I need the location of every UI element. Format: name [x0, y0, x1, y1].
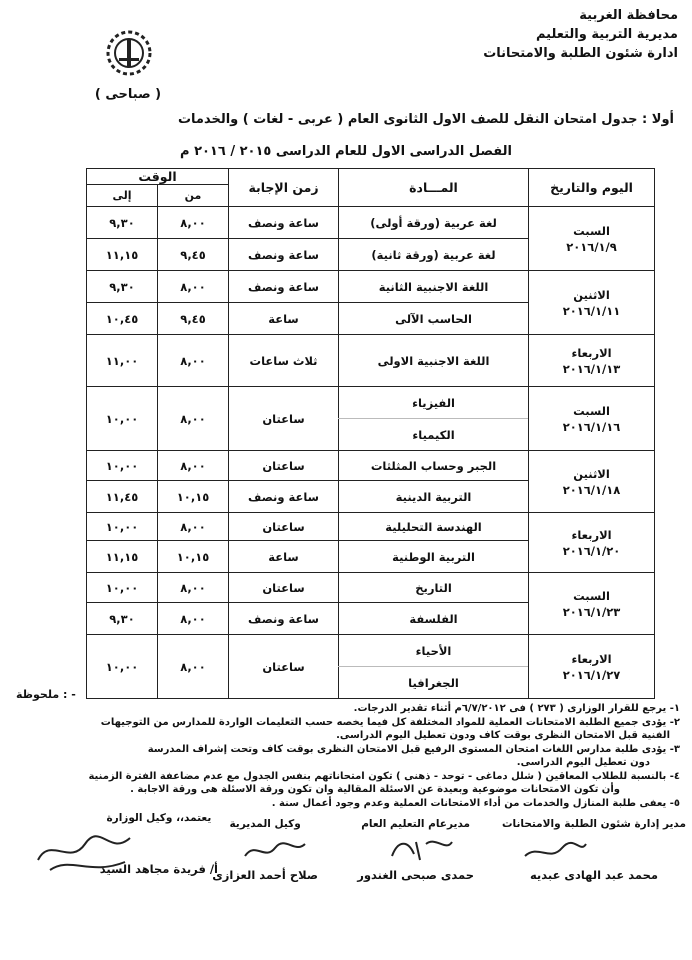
schedule-row [87, 513, 655, 541]
time-to-cell: ١٠,٠٠ [87, 513, 158, 541]
schedule-row [87, 451, 655, 481]
day-label: الاربعاء [571, 651, 612, 666]
handwritten-signature-icon [520, 838, 590, 868]
exam-schedule-table [86, 168, 655, 699]
shift-label: ( صباحى ) [94, 87, 162, 102]
governorate-label: محافظة الغربية [579, 8, 678, 23]
subject-cell: الحاسب الآلى [339, 303, 529, 335]
signature-title: يعتمد،، وكيل الوزارة [106, 812, 212, 824]
header-duration: زمن الإجابة [229, 169, 339, 207]
time-from-cell: ٨,٠٠ [158, 513, 229, 541]
signature-title: وكيل المديرية [229, 818, 301, 830]
duration-cell: ساعتان [229, 451, 339, 481]
time-from-cell: ٨,٠٠ [158, 271, 229, 303]
subject-cell: اللغة الاجنبية الاولى [339, 335, 529, 387]
date-label: ٢٠١٦/١/٢٣ [562, 604, 621, 619]
duration-cell: ساعتان [229, 513, 339, 541]
note-line: دون تعطيل اليوم الدراسى. [516, 757, 650, 768]
time-to-cell: ١٠,٤٥ [87, 303, 158, 335]
schedule-subtitle: الفصل الدراسى الاول للعام الدراسى ٢٠١٥ / ٢٠١٦ م [180, 144, 512, 159]
duration-cell: ساعة ونصف [229, 481, 339, 513]
handwritten-signature-icon [386, 832, 456, 866]
day-label: الاثنين [573, 466, 610, 481]
time-to-cell: ١١,١٥ [87, 541, 158, 573]
time-to-cell: ١٠,٠٠ [87, 573, 158, 603]
time-from-cell: ٩,٤٥ [158, 303, 229, 335]
day-label: السبت [573, 403, 610, 418]
schedule-row [87, 207, 655, 239]
schedule-title: أولا : جدول امتحان النقل للصف الاول الثانوى العام ( عربى - لغات ) والخدمات [177, 112, 674, 127]
note-line: وأن تكون الامتحانات موضوعية وبعيدة عن الاسئلة المقالية وان تكون ورقة الاسئلة هى ورقة الاجابة . [130, 784, 620, 795]
day-date-cell [529, 573, 655, 635]
duration-cell: ساعة ونصف [229, 239, 339, 271]
note-line: ٢- يؤدى جميع الطلبة الامتحانات العملية للمواد المختلفة كل فيما يخصه حسب التعليمات الواردة للمدارس من التوجيهات [100, 716, 680, 728]
day-date-cell [529, 513, 655, 573]
header-to: إلى [87, 185, 158, 207]
time-to-cell: ١١,١٥ [87, 239, 158, 271]
day-date-cell [529, 335, 655, 387]
duration-cell: ساعتان [229, 635, 339, 699]
subject-cell: الفلسفة [339, 603, 529, 635]
schedule-row [87, 335, 655, 387]
duration-cell: ساعة ونصف [229, 207, 339, 239]
duration-cell: ثلاث ساعات [229, 335, 339, 387]
time-to-cell: ١٠,٠٠ [87, 387, 158, 451]
signature-title: مدير إدارة شئون الطلبة والامتحانات [501, 818, 686, 830]
date-label: ٢٠١٦/١/١٦ [562, 419, 621, 434]
time-from-cell: ٨,٠٠ [158, 335, 229, 387]
handwritten-signature-icon [30, 826, 140, 878]
date-label: ٢٠١٦/١/١٨ [562, 482, 621, 497]
handwritten-signature-icon [240, 836, 310, 866]
subject-cell: الجبر وحساب المثلثات [339, 451, 529, 481]
duration-cell: ساعة ونصف [229, 603, 339, 635]
administration-label: ادارة شئون الطلبة والامتحانات [483, 46, 678, 61]
note-line: ٣- يؤدى طلبة مدارس اللغات امتحان المستوى الرفيع قبل الامتحان النظرى بوقت كاف وتحت إشراف المدرسة [147, 743, 680, 755]
time-from-cell: ١٠,١٥ [158, 541, 229, 573]
day-label: الاربعاء [571, 527, 612, 542]
time-from-cell: ٨,٠٠ [158, 207, 229, 239]
day-date-cell [529, 271, 655, 335]
subject-cell: الأحياء [339, 635, 529, 667]
date-label: ٢٠١٦/١/١٣ [562, 361, 621, 376]
time-to-cell: ٩,٣٠ [87, 603, 158, 635]
header-subject: المـــادة [339, 169, 529, 207]
subject-cell: الكيمياء [339, 419, 529, 451]
time-from-cell: ٩,٤٥ [158, 239, 229, 271]
time-to-cell: ١١,٠٠ [87, 335, 158, 387]
directorate-label: مديرية التربية والتعليم [535, 27, 678, 42]
subject-cell: الهندسة التحليلية [339, 513, 529, 541]
time-from-cell: ٨,٠٠ [158, 603, 229, 635]
signature-name: أ/ فريدة مجاهد السيد [99, 862, 218, 876]
time-from-cell: ٨,٠٠ [158, 451, 229, 481]
note-line: الفنية قبل الامتحان النظرى بوقت كاف ودون تعطيل اليوم الدراسى. [336, 730, 670, 741]
time-from-cell: ٨,٠٠ [158, 387, 229, 451]
date-label: ٢٠١٦/١/٢٠ [562, 543, 621, 558]
notes-heading: ملحوظة : - [16, 688, 76, 701]
time-from-cell: ٨,٠٠ [158, 635, 229, 699]
time-from-cell: ١٠,١٥ [158, 481, 229, 513]
day-date-cell [529, 207, 655, 271]
header-time: الوقت [87, 169, 229, 185]
day-label: الاربعاء [571, 345, 612, 360]
schedule-row [87, 635, 655, 667]
day-label: السبت [573, 223, 610, 238]
time-to-cell: ١١,٤٥ [87, 481, 158, 513]
header-day-date: اليوم والتاريخ [529, 169, 655, 207]
notes-list [8, 702, 680, 810]
signature-title: مديرعام التعليم العام [361, 818, 471, 830]
duration-cell: ساعة [229, 541, 339, 573]
duration-cell: ساعة [229, 303, 339, 335]
subject-cell: التربية الدينية [339, 481, 529, 513]
note-line: ٥- يعفى طلبة المنازل والخدمات من أداء الامتحانات العملية وعدم وجود أعمال سنة . [271, 797, 680, 809]
letterhead [483, 6, 678, 63]
subject-cell: التربية الوطنية [339, 541, 529, 573]
note-line: ٤- بالنسبة للطلاب المعاقين ( شلل دماغى - توحد - ذهنى ) تكون امتحاناتهم بنفس الجدول مع عدم مضاعفة الفترة الزمنية [88, 770, 680, 782]
schedule-row [87, 573, 655, 603]
header-from: من [158, 185, 229, 207]
subject-cell: الفيزياء [339, 387, 529, 419]
date-label: ٢٠١٦/١/٩ [566, 239, 617, 254]
date-label: ٢٠١٦/١/١١ [562, 303, 621, 318]
duration-cell: ساعتان [229, 387, 339, 451]
subject-cell: لغة عربية (ورقة أولى) [339, 207, 529, 239]
subject-cell: الجغرافيا [339, 667, 529, 699]
time-to-cell: ١٠,٠٠ [87, 635, 158, 699]
time-to-cell: ٩,٣٠ [87, 271, 158, 303]
time-to-cell: ٩,٣٠ [87, 207, 158, 239]
subject-cell: لغة عربية (ورقة ثانية) [339, 239, 529, 271]
schedule-row [87, 387, 655, 419]
day-label: السبت [573, 588, 610, 603]
ministry-logo-icon [104, 28, 154, 78]
subject-cell: اللغة الاجنبية الثانية [339, 271, 529, 303]
time-to-cell: ١٠,٠٠ [87, 451, 158, 481]
duration-cell: ساعة ونصف [229, 271, 339, 303]
schedule-row [87, 271, 655, 303]
note-line: ١- يرجع للقرار الوزارى ( ٢٧٣ ) فى ٦/٧/٢٠١٢م أثناء تقدير الدرجات. [353, 703, 680, 714]
day-date-cell [529, 451, 655, 513]
signature-name: صلاح أحمد العزازى [212, 868, 318, 882]
signature-name: حمدى صبحى الغندور [357, 868, 474, 882]
day-label: الاثنين [573, 287, 610, 302]
subject-cell: التاريخ [339, 573, 529, 603]
signature-name: محمد عبد الهادى عبديه [529, 868, 658, 882]
date-label: ٢٠١٦/١/٢٧ [562, 667, 621, 682]
time-from-cell: ٨,٠٠ [158, 573, 229, 603]
duration-cell: ساعتان [229, 573, 339, 603]
day-date-cell [529, 387, 655, 451]
day-date-cell [529, 635, 655, 699]
